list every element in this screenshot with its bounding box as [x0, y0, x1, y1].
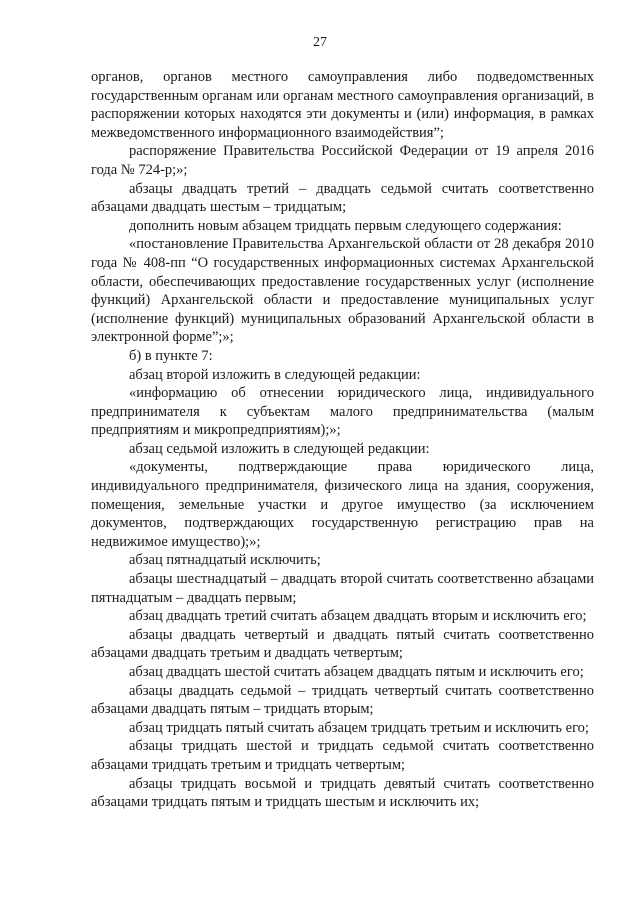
paragraph: абзацы двадцать третий – двадцать седьмой считать соответственно абзацами двадцать шестым – тридцатым;	[91, 180, 594, 216]
document-body	[91, 68, 594, 812]
paragraph: абзацы тридцать шестой и тридцать седьмой считать соответственно абзацами тридцать третьим и тридцать четвертым;	[91, 738, 594, 773]
paragraph: абзацы тридцать восьмой и тридцать девятый считать соответственно абзацами тридцать пятым и тридцать шестым и исключить их;	[91, 775, 594, 811]
paragraph: «документы, подтверждающие права юридического лица, индивидуального предпринимателя, физического лица на здания, сооружения, помещения, земельные участки и другое имущество (за исключением документов, подтверждающих государственную регистрацию прав на недвижимое имущество);»;	[91, 459, 594, 550]
paragraph: абзац седьмой изложить в следующей редакции:	[129, 440, 430, 457]
paragraph: абзац пятнадцатый исключить;	[129, 552, 321, 569]
paragraph: б) в пункте 7:	[129, 347, 213, 364]
paragraph: «информацию об отнесении юридического лица, индивидуального предпринимателя к субъектам малого предпринимательства (малым предприятиям и микропредприятиям);»;	[91, 385, 594, 439]
paragraph: абзац двадцать шестой считать абзацем двадцать пятым и исключить его;	[129, 664, 584, 680]
paragraph: абзац двадцать третий считать абзацем двадцать вторым и исключить его;	[129, 608, 587, 625]
paragraph: органов, органов местного самоуправления либо подведомственных государственным органам или органам местного самоуправления организаций, в распоряжении которых находятся эти документы и (или) информация, в рамках межведомственного информационного взаимодействия”;	[91, 69, 594, 141]
paragraph: абзац второй изложить в следующей редакции:	[129, 366, 421, 383]
paragraph: распоряжение Правительства Российской Федерации от 19 апреля 2016 года № 724-р;»;	[91, 143, 594, 178]
paragraph: «постановление Правительства Архангельской области от 28 декабря 2010 года № 408-пп “О государственных информационных системах Архангельской области, обеспечивающих предоставление государственных услуг (исполнение функций) Архангельской области и предоставление муниципальных услуг (исполнение функций) муниципальных образований Архангельской области в электронной форме”;»;	[91, 236, 594, 346]
page-number: 27	[313, 35, 327, 50]
paragraph: абзацы двадцать седьмой – тридцать четвертый считать соответственно абзацами двадцать пятым – тридцать вторым;	[91, 682, 594, 718]
paragraph: абзац тридцать пятый считать абзацем тридцать третьим и исключить его;	[129, 719, 589, 736]
paragraph: дополнить новым абзацем тридцать первым следующего содержания:	[129, 217, 562, 234]
paragraph: абзацы двадцать четвертый и двадцать пятый считать соответственно абзацами двадцать третьим и двадцать четвертым;	[91, 626, 594, 662]
paragraph: абзацы шестнадцатый – двадцать второй считать соответственно абзацами пятнадцатым – двадцать первым;	[91, 571, 594, 606]
